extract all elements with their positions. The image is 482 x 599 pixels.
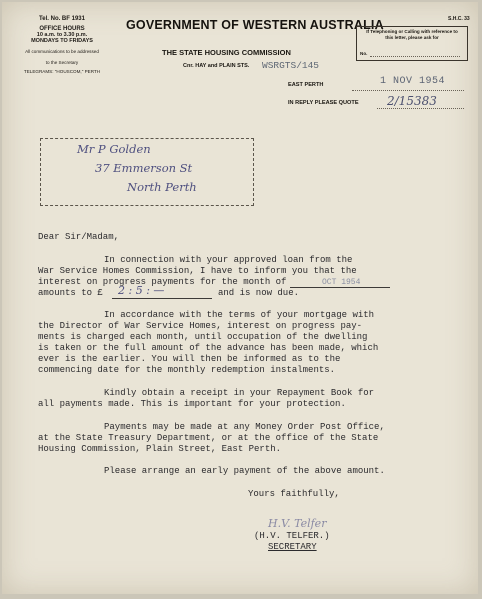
recipient-name: Mr P Golden <box>77 142 151 156</box>
office-hours-title: OFFICE HOURS <box>39 26 85 32</box>
reply-line <box>377 108 464 109</box>
signer-title: SECRETARY <box>268 542 317 552</box>
recipient-street: 37 Emmerson St <box>95 161 193 175</box>
letter-page <box>2 2 478 594</box>
p1-line-4-end: and is now due. <box>218 288 300 298</box>
reply-number: 2/15383 <box>387 94 437 108</box>
reply-quote-label: IN REPLY PLEASE QUOTE <box>288 100 359 106</box>
date-line <box>352 90 464 91</box>
p1-line-1: In connection with your approved loan from the <box>104 255 353 265</box>
p2-line-3: ments is charged each month, until occupation of the dwelling <box>38 332 368 342</box>
amount-handwritten: 2 : 5 : — <box>118 284 165 297</box>
month-stamp: OCT 1954 <box>322 278 361 287</box>
p3-line-1: Kindly obtain a receipt in your Repayment Book for <box>104 388 375 398</box>
office-hours: 10 a.m. to 3.30 p.m. <box>36 32 88 38</box>
form-code: S.H.C. 33 <box>448 16 470 22</box>
p2-line-2: the Director of War Service Homes, interest on progress pay- <box>38 321 363 331</box>
address-note-1: All communications to be addressed <box>25 49 99 54</box>
p4-line-2: at the State Treasury Department, or at the office of the State <box>38 433 379 443</box>
p1-line-2: War Service Homes Commission, I have to inform you that the <box>38 266 357 276</box>
p2-line-4: is taken or the full amount of the advance has been made, which <box>38 343 379 353</box>
p4-line-1: Payments may be made at any Money Order Post Office, <box>104 422 385 432</box>
east-perth-label: EAST PERTH <box>288 82 324 88</box>
telephone-no-line <box>370 56 460 57</box>
p1-line-4-start: amounts to £ <box>38 288 103 298</box>
p3-line-2: all payments made. This is important for your protection. <box>38 399 346 409</box>
signer-name: (H.V. TELFER.) <box>254 531 330 541</box>
p2-line-6: commencing date for the monthly redemption instalments. <box>38 365 336 375</box>
p1-line-3: interest on progress payments for the month of <box>38 277 287 287</box>
corner-address: Cnr. HAY and PLAIN STS. <box>183 63 250 69</box>
p2-line-5: ever is the earlier. You will then be informed as to the <box>38 354 341 364</box>
office-days: MONDAYS TO FRIDAYS <box>31 38 93 44</box>
salutation: Dear Sir/Madam, <box>38 232 120 242</box>
p2-line-1: In accordance with the terms of your mortgage with <box>104 310 375 320</box>
telegrams-address: TELEGRAMS: "HOUSCOM," PERTH <box>23 69 101 74</box>
signature: H.V. Telfer <box>268 517 327 530</box>
date-stamp: 1 NOV 1954 <box>380 76 446 87</box>
amount-blank <box>112 298 212 299</box>
address-note-2: to the Secretary <box>45 60 79 65</box>
month-blank <box>290 287 390 288</box>
telephone-number: Tel. No. BF 1931 <box>39 16 85 22</box>
telephone-note: If Telephoning or Calling with reference to this letter, please ask for <box>366 29 458 40</box>
telephone-no-label: No. <box>360 51 368 56</box>
office-info <box>12 16 112 74</box>
government-title: GOVERNMENT OF WESTERN AUSTRALIA <box>126 18 384 32</box>
closing: Yours faithfully, <box>248 489 340 499</box>
recipient-suburb: North Perth <box>127 180 197 194</box>
p4-line-3: Housing Commission, Plain Street, East Perth. <box>38 444 282 454</box>
commission-title: THE STATE HOUSING COMMISSION <box>162 48 291 57</box>
p5-line-1: Please arrange an early payment of the above amount. <box>104 466 385 476</box>
typed-reference: WSRGTS/145 <box>262 60 320 71</box>
